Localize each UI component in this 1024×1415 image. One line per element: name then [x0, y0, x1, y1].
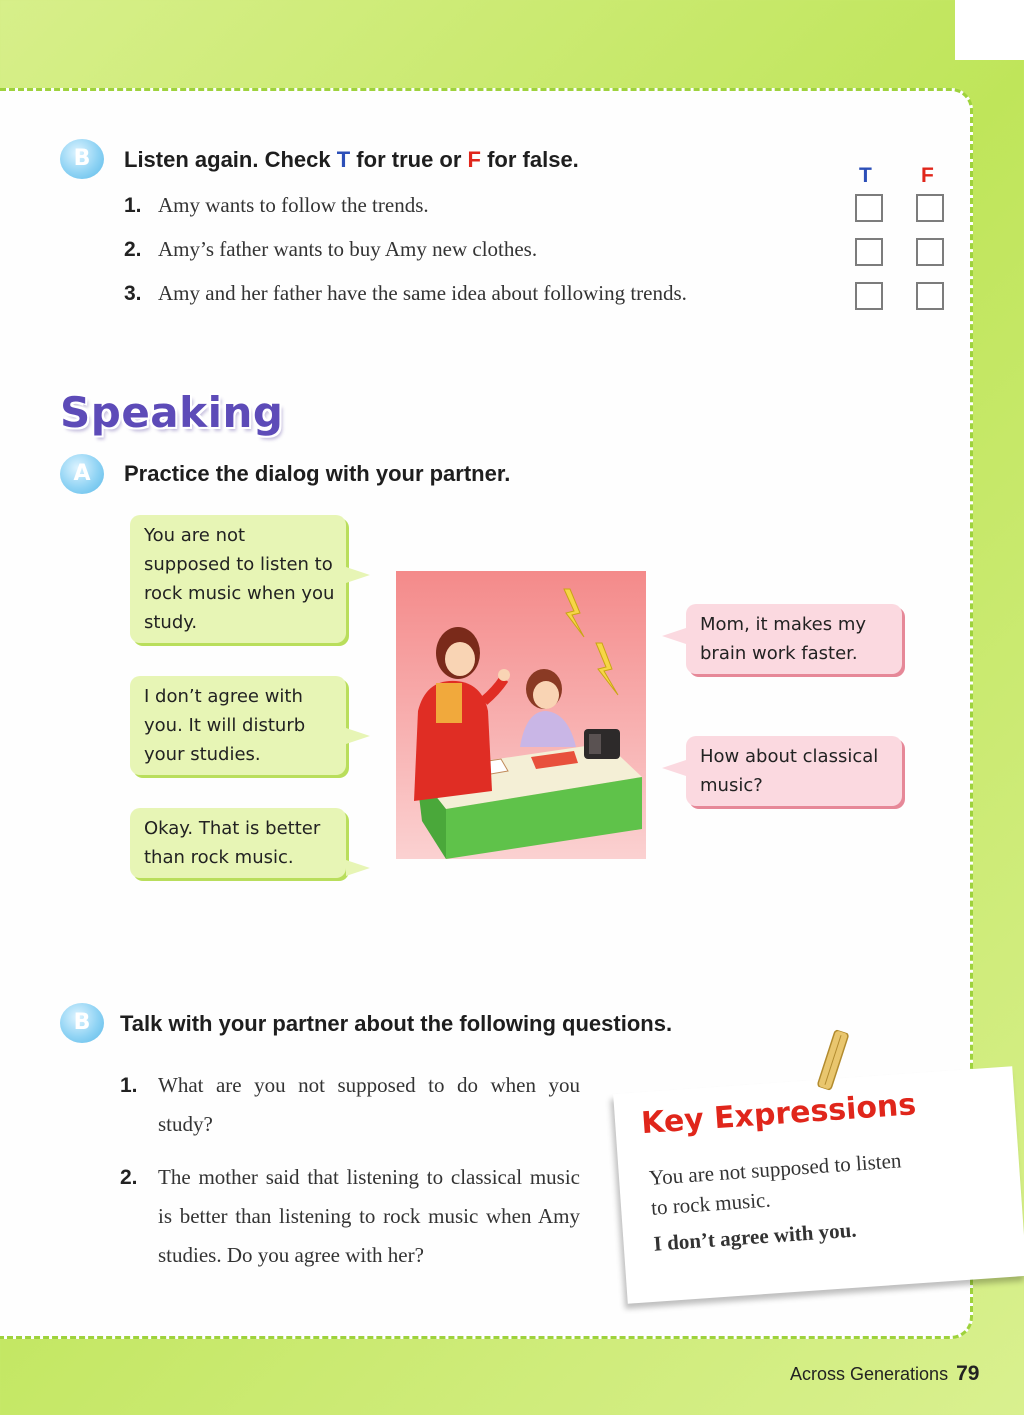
question-number: 2. [120, 1166, 138, 1189]
true-checkbox-3[interactable] [855, 282, 883, 310]
statement-row [124, 281, 687, 306]
mother-speech-bubble-3: Okay. That is better than rock music. [130, 808, 346, 878]
instruction-part: for false. [480, 147, 579, 172]
discussion-instruction: Talk with your partner about the following questions. [120, 1011, 673, 1036]
instruction-f: F [467, 147, 481, 172]
discussion-question [120, 1158, 580, 1318]
listening-instruction [124, 147, 579, 173]
discussion-question [120, 1066, 580, 1146]
section-badge-b: B [60, 139, 104, 179]
instruction-part: for true or [350, 147, 468, 172]
key-expressions-card [613, 1066, 1024, 1303]
key-expressions-title: Key Expressions [640, 1087, 918, 1142]
false-checkbox-1[interactable] [916, 194, 944, 222]
true-column-header: T [859, 164, 872, 187]
section-badge-a: A [60, 454, 104, 494]
statement-number: 3. [124, 282, 142, 305]
question-number: 1. [120, 1074, 138, 1097]
question-text: The mother said that listening to classical music is better than listening to rock music when Amy studies. Do you agree with her? [158, 1165, 580, 1267]
false-checkbox-2[interactable] [916, 238, 944, 266]
page-corner [955, 0, 1024, 60]
speaking-title: Speaking [60, 388, 284, 437]
false-column-header: F [921, 164, 934, 187]
statement-text: Amy’s father wants to buy Amy new clothes. [158, 237, 538, 261]
instruction-part: Listen again. Check [124, 147, 337, 172]
true-checkbox-2[interactable] [855, 238, 883, 266]
key-expression-line: to rock music. [650, 1187, 772, 1220]
key-expression-line: I don’t agree with you. [652, 1217, 858, 1256]
true-checkbox-1[interactable] [855, 194, 883, 222]
statement-number: 1. [124, 194, 142, 217]
statement-text: Amy wants to follow the trends. [158, 193, 429, 217]
question-text: What are you not supposed to do when you study? [158, 1073, 580, 1136]
page-number: 79 [956, 1362, 980, 1385]
footer-section-title: Across Generations [790, 1364, 949, 1384]
mother-daughter-illustration [396, 571, 646, 859]
statement-row [124, 237, 537, 262]
statement-row [124, 193, 429, 218]
statement-text: Amy and her father have the same idea about following trends. [158, 281, 687, 305]
dialog-instruction: Practice the dialog with your partner. [124, 461, 511, 486]
girl-speech-bubble-2: How about classical music? [686, 736, 902, 806]
girl-speech-bubble-1: Mom, it makes my brain work faster. [686, 604, 902, 674]
false-checkbox-3[interactable] [916, 282, 944, 310]
key-expression-line: You are not supposed to listen [648, 1148, 903, 1190]
section-badge-b-speaking: B [60, 1003, 104, 1043]
mother-speech-bubble-2: I don’t agree with you. It will disturb your studies. [130, 676, 346, 775]
page-footer [790, 1362, 979, 1386]
mother-speech-bubble-1: You are not supposed to listen to rock music when you study. [130, 515, 346, 643]
statement-number: 2. [124, 238, 142, 261]
instruction-t: T [336, 147, 351, 172]
